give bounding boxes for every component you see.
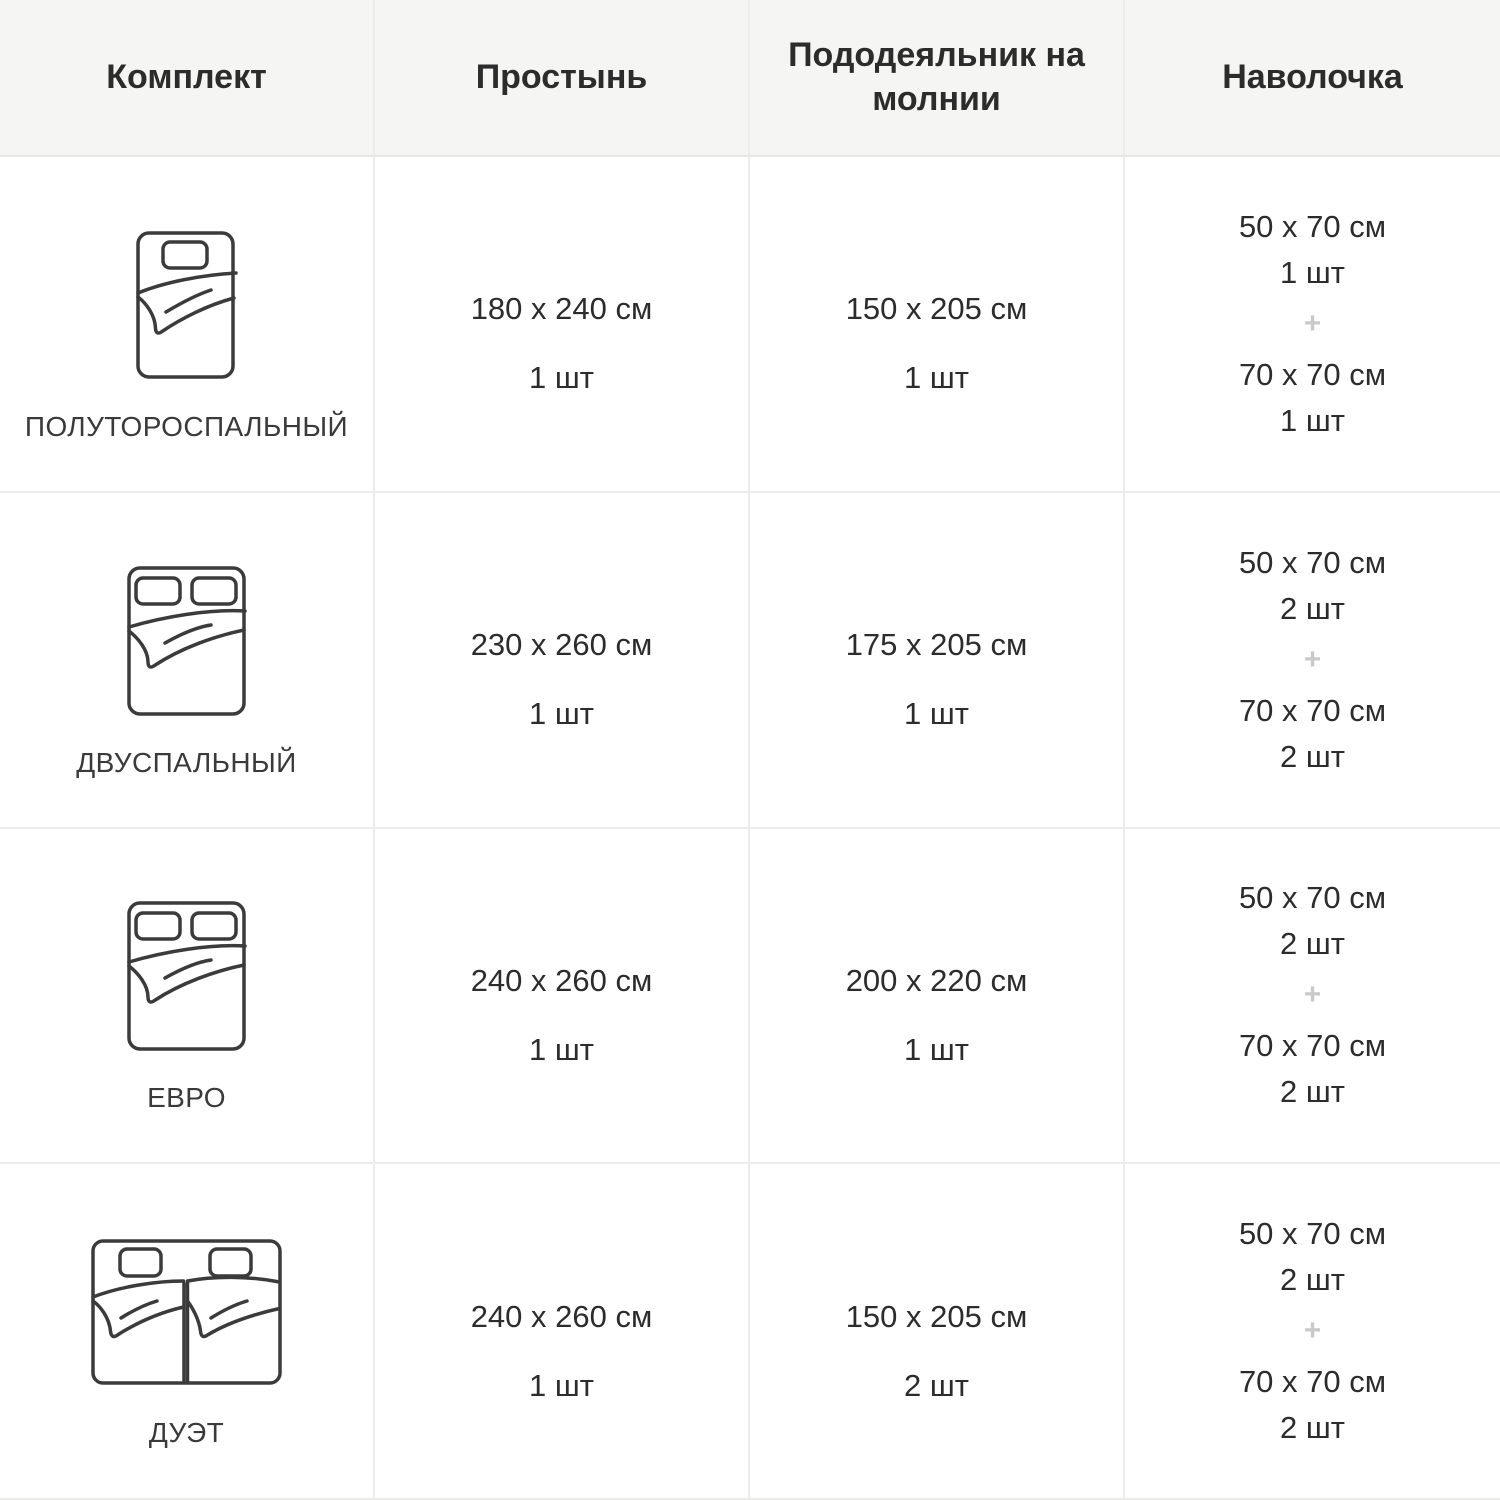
pillowcase2-qty: 2 шт (1280, 738, 1345, 774)
column-header-sheet-label: Простынь (475, 57, 648, 96)
kit-cell-row2 (0, 493, 375, 829)
pillowcase1-qty: 1 шт (1280, 254, 1345, 290)
pillowcase2-size: 70 x 70 см (1238, 356, 1387, 392)
duvet-cell-row4 (750, 1164, 1125, 1500)
duvet-value-row2 (846, 627, 1028, 732)
kit-name: ЕВРО (147, 1082, 226, 1114)
duvet-qty: 2 шт (904, 1367, 969, 1403)
pillowcase2-size: 70 x 70 см (1238, 1364, 1387, 1400)
column-header-duvet (750, 0, 1125, 157)
pillowcase2-qty: 2 шт (1280, 1410, 1345, 1446)
kit-inner-row3 (123, 900, 250, 1114)
duvet-value-row3 (846, 963, 1028, 1068)
plus-sign: + (1303, 642, 1322, 676)
sheet-cell-row1 (375, 157, 750, 493)
duvet-value-row4 (846, 1299, 1028, 1404)
kit-name: ДВУСПАЛЬНЫЙ (76, 746, 297, 778)
pillowcase2-size: 70 x 70 см (1238, 692, 1387, 728)
column-header-sheet (375, 0, 750, 157)
pillowcase1-qty: 2 шт (1280, 590, 1345, 626)
duvet-value-row1 (846, 291, 1028, 396)
sheet-value-row2 (471, 627, 653, 732)
plus-sign: + (1303, 306, 1322, 340)
kit-cell-row1 (0, 157, 375, 493)
duvet-qty: 1 шт (904, 1031, 969, 1067)
sheet-size: 180 x 240 см (470, 291, 653, 327)
sheet-value-row1 (471, 291, 653, 396)
duvet-size: 150 x 205 см (845, 1298, 1028, 1334)
pillowcase1-qty: 2 шт (1280, 1262, 1345, 1298)
pillowcase1-qty: 2 шт (1280, 926, 1345, 962)
twin-beds-icon (89, 1237, 284, 1387)
sheet-cell-row2 (375, 493, 750, 829)
sheet-size: 230 x 260 см (470, 627, 653, 663)
sheet-qty: 1 шт (529, 1031, 594, 1067)
kit-inner-row4 (89, 1237, 284, 1449)
column-header-kit (0, 0, 375, 157)
sheet-cell-row3 (375, 829, 750, 1165)
kit-cell-row4 (0, 1164, 375, 1500)
kit-name: ДУЭТ (148, 1417, 225, 1449)
pillowcase2-qty: 1 шт (1280, 402, 1345, 438)
pillowcase-value-row2 (1239, 540, 1386, 780)
pillowcase-value-row3 (1239, 875, 1386, 1115)
pillowcase-cell-row2 (1125, 493, 1500, 829)
sheet-qty: 1 шт (529, 360, 594, 396)
sheet-qty: 1 шт (529, 1367, 594, 1403)
plus-sign: + (1303, 978, 1322, 1012)
pillowcase2-size: 70 x 70 см (1238, 1028, 1387, 1064)
pillowcase-value-row1 (1239, 204, 1386, 444)
kit-cell-row3 (0, 829, 375, 1165)
duvet-qty: 1 шт (904, 360, 969, 396)
double-bed-icon (123, 900, 250, 1052)
sheet-size: 240 x 260 см (470, 962, 653, 998)
sheet-qty: 1 шт (529, 696, 594, 732)
double-bed-icon (123, 565, 250, 717)
pillowcase1-size: 50 x 70 см (1238, 544, 1387, 580)
pillowcase1-size: 50 x 70 см (1238, 1216, 1387, 1252)
kit-inner-row1 (25, 229, 348, 443)
plus-sign: + (1303, 1314, 1322, 1348)
pillowcase2-qty: 2 шт (1280, 1074, 1345, 1110)
column-header-duvet-label: Пододеяльник на молнии (788, 35, 1085, 118)
pillowcase-cell-row4 (1125, 1164, 1500, 1500)
column-header-pillowcase-label: Наволочка (1222, 57, 1403, 96)
sheet-size: 240 x 260 см (470, 1298, 653, 1334)
duvet-cell-row2 (750, 493, 1125, 829)
sheet-value-row3 (471, 963, 653, 1068)
pillowcase-value-row4 (1239, 1211, 1386, 1451)
sheet-cell-row4 (375, 1164, 750, 1500)
duvet-qty: 1 шт (904, 696, 969, 732)
pillowcase1-size: 50 x 70 см (1238, 208, 1387, 244)
duvet-cell-row3 (750, 829, 1125, 1165)
pillowcase-cell-row1 (1125, 157, 1500, 493)
duvet-size: 175 x 205 см (845, 627, 1028, 663)
kit-inner-row2 (76, 565, 296, 779)
pillowcase1-size: 50 x 70 см (1238, 880, 1387, 916)
pillowcase-cell-row3 (1125, 829, 1500, 1165)
column-header-kit-label: Комплект (106, 57, 267, 96)
duvet-size: 200 x 220 см (845, 962, 1028, 998)
single-bed-icon (130, 229, 242, 381)
sheet-value-row4 (471, 1299, 653, 1404)
duvet-size: 150 x 205 см (845, 291, 1028, 327)
column-header-pillowcase (1125, 0, 1500, 157)
kit-name: ПОЛУТОРОСПАЛЬНЫЙ (24, 410, 349, 442)
duvet-cell-row1 (750, 157, 1125, 493)
